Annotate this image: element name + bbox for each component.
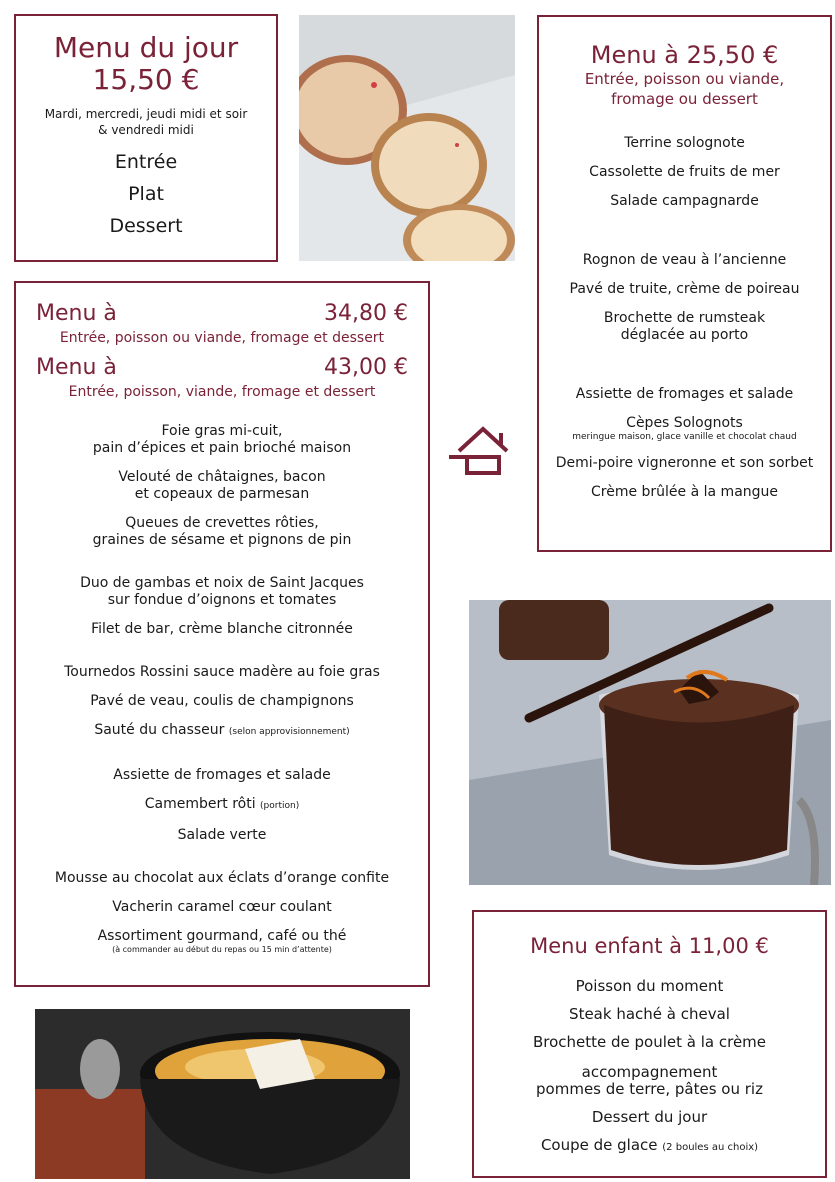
dessert-cepes-note: meringue maison, glace vanille et chocolat chaud [572,432,797,442]
foie-gras-photo [299,15,515,261]
menu-gastronomique-box [14,281,430,987]
dessert-cepes: Cèpes Solognots [626,415,743,431]
menu-4300-header [36,353,408,383]
starter-1: Terrine solognote [624,135,745,151]
viande-saute-note: (selon approvisionnement) [228,727,350,737]
camembert-note: (portion) [260,801,300,811]
course-dessert: Dessert [109,215,183,237]
menu-2550-sub1: Entrée, poisson ou viande, [584,70,785,88]
fromage-salade: Salade verte [177,827,267,843]
menu-3480-sub: Entrée, poisson ou viande, fromage et dessert [59,330,385,346]
menu-4300-label: Menu à [36,355,117,380]
enfant-brochette: Brochette de poulet à la crème [532,1033,767,1051]
poisson-gambas-a: Duo de gambas et noix de Saint Jacques [80,575,364,591]
entree-veloute-b: et copeaux de parmesan [134,486,310,502]
viande-saute-label: Sauté du chasseur [94,722,225,738]
viande-saute [16,722,428,741]
menu-2550-box [537,15,832,552]
dessert-poire: Demi-poire vigneronne et son sorbet [555,455,814,471]
dessert-assortiment-note: (à commander au début du repas ou 15 min d’attente) [112,945,332,954]
starter-2: Cassolette de fruits de mer [589,164,780,180]
poisson-gambas-b: sur fondue d’oignons et tomates [107,592,337,608]
entree-crevettes-b: graines de sésame et pignons de pin [92,532,352,548]
entree-foie-gras-a: Foie gras mi-cuit, [161,423,283,439]
menu-enfant-title: Menu enfant à 11,00 € [530,934,769,958]
menu-enfant-box [472,910,827,1178]
main-1: Rognon de veau à l’ancienne [582,252,787,268]
menu-4300-sub: Entrée, poisson, viande, fromage et dessert [68,384,376,400]
menu-du-jour-days2: & vendredi midi [98,123,194,137]
dessert-creme-brulee: Crème brûlée à la mangue [590,484,779,500]
enfant-steak: Steak haché à cheval [569,1005,730,1023]
enfant-accompagnement: accompagnement [581,1063,718,1081]
menu-3480-price: 34,80 € [324,301,408,326]
dessert-assortiment: Assortiment gourmand, café ou thé [97,928,347,944]
menu-du-jour-title: Menu du jour [53,31,239,64]
cheese-plate: Assiette de fromages et salade [575,386,794,402]
viande-pave-veau: Pavé de veau, coulis de champignons [90,693,354,709]
main-3b: déglacée au porto [620,327,749,343]
entree-veloute-a: Velouté de châtaignes, bacon [118,469,326,485]
enfant-glace-note: (2 boules au choix) [662,1142,759,1153]
camembert-label: Camembert rôti [144,796,256,812]
viande-rossini: Tournedos Rossini sauce madère au foie gras [64,664,380,680]
menu-du-jour-box [14,14,278,262]
menu-2550-sub2: fromage ou dessert [611,90,758,108]
enfant-glace [474,1137,825,1156]
menu-3480-header [36,299,408,329]
dessert-vacherin: Vacherin caramel cœur coulant [112,899,332,915]
menu-2550-title: Menu à 25,50 € [590,41,779,69]
chocolate-mousse-photo [469,600,831,885]
menu-4300-price: 43,00 € [324,355,408,380]
menu-3480-label: Menu à [36,301,117,326]
veloute-photo [35,1009,410,1179]
enfant-dessert: Dessert du jour [591,1108,708,1126]
dessert-mousse: Mousse au chocolat aux éclats d’orange confite [54,870,390,886]
enfant-poisson: Poisson du moment [575,977,724,995]
fromage-assiette: Assiette de fromages et salade [113,767,331,783]
entree-foie-gras-b: pain d’épices et pain brioché maison [92,440,352,456]
main-3a: Brochette de rumsteak [603,310,766,326]
menu-du-jour-price: 15,50 € [92,63,200,96]
fromage-camembert [16,796,428,815]
starter-3: Salade campagnarde [610,193,759,209]
menu-du-jour-days: Mardi, mercredi, jeudi midi et soir [44,107,248,121]
main-2: Pavé de truite, crème de poireau [569,281,800,297]
house-logo-icon [449,425,515,477]
enfant-glace-label: Coupe de glace [540,1136,658,1154]
course-entree: Entrée [114,151,178,173]
enfant-accompagnement-choix: pommes de terre, pâtes ou riz [536,1080,763,1098]
poisson-bar: Filet de bar, crème blanche citronnée [91,621,353,637]
entree-crevettes-a: Queues de crevettes rôties, [125,515,319,531]
course-plat: Plat [128,183,164,205]
